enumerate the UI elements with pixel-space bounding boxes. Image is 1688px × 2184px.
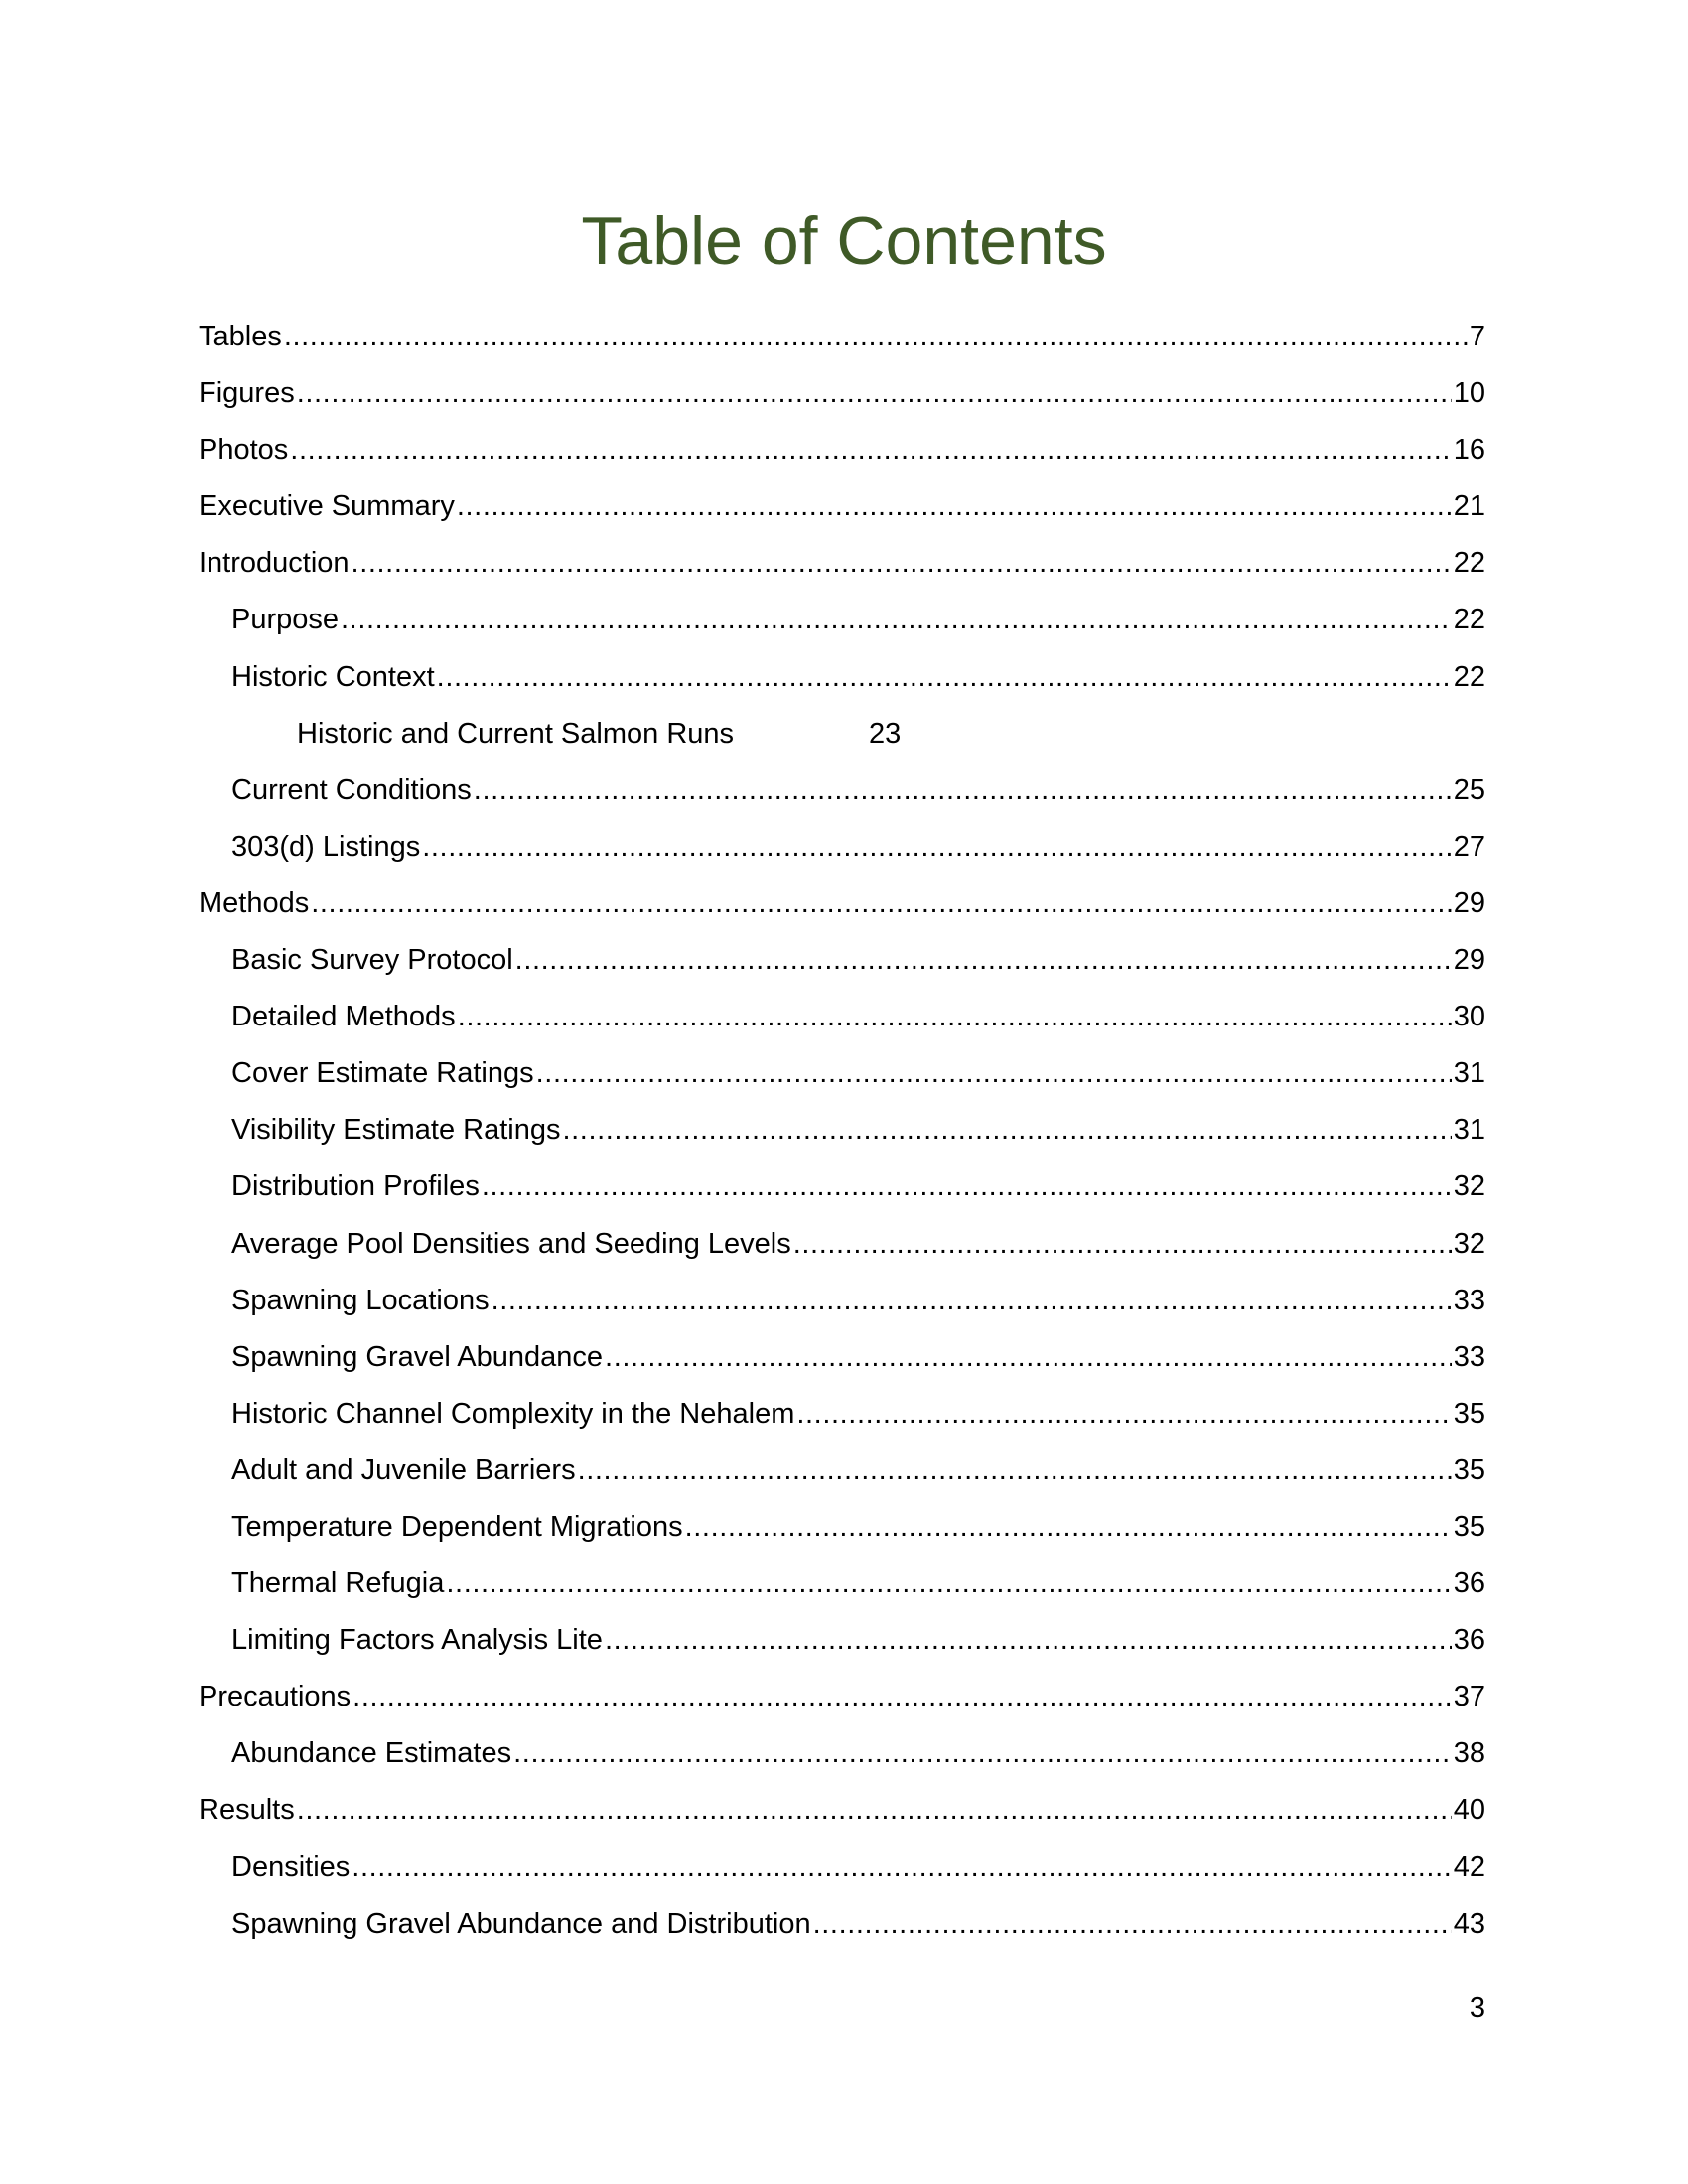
toc-entry[interactable] (199, 1162, 1485, 1219)
toc-entry[interactable] (199, 653, 1485, 710)
toc-entry-label: 303(d) Listings (231, 830, 421, 863)
toc-entry[interactable] (199, 823, 1485, 880)
toc-dot-leader (482, 1162, 1452, 1210)
toc-entry-label: Basic Survey Protocol (231, 944, 513, 977)
toc-entry-page-number: 37 (1453, 1681, 1485, 1713)
toc-entry[interactable] (199, 596, 1485, 652)
toc-entry[interactable] (199, 369, 1485, 426)
toc-entry-page-number: 30 (1453, 1001, 1485, 1033)
toc-entry-label: Methods (199, 887, 310, 919)
toc-entry[interactable] (199, 1390, 1485, 1446)
toc-entry-label: Precautions (199, 1681, 352, 1713)
toc-entry-label: Limiting Factors Analysis Lite (231, 1624, 603, 1657)
toc-entry-label: Spawning Gravel Abundance and Distribution (231, 1907, 811, 1940)
page-title: Table of Contents (581, 204, 1107, 279)
toc-entry-page-number: 32 (1453, 1227, 1485, 1260)
toc-entry-page-number: 29 (1453, 944, 1485, 977)
toc-dot-leader (437, 653, 1452, 701)
toc-dot-leader (311, 880, 1452, 927)
toc-entry-label: Historic Context (231, 660, 435, 693)
toc-entry[interactable] (199, 1446, 1485, 1503)
toc-entry-page-number: 42 (1453, 1850, 1485, 1883)
toc-entry[interactable] (199, 482, 1485, 539)
toc-dot-leader (474, 766, 1452, 814)
toc-dot-leader (297, 369, 1452, 417)
toc-entry-page-number: 33 (1453, 1340, 1485, 1373)
toc-entry-page-number: 22 (1453, 547, 1485, 580)
toc-entry[interactable] (199, 1616, 1485, 1673)
toc-entry-page-number: 10 (1453, 377, 1485, 410)
toc-entry[interactable] (199, 1900, 1485, 1957)
toc-entry-page-number: 31 (1453, 1057, 1485, 1090)
toc-entry-page-number: 36 (1453, 1568, 1485, 1600)
toc-entry[interactable] (199, 1843, 1485, 1900)
toc-entry[interactable] (199, 1333, 1485, 1390)
toc-entry-page-number: 23 (869, 717, 902, 750)
toc-entry[interactable] (199, 313, 1485, 369)
toc-entry-label: Temperature Dependent Migrations (231, 1510, 683, 1543)
table-of-contents (199, 313, 1485, 1957)
toc-dot-leader (457, 482, 1452, 530)
toc-entry[interactable] (199, 1560, 1485, 1616)
toc-entry[interactable] (199, 1729, 1485, 1786)
toc-dot-leader (352, 539, 1452, 587)
toc-entry-label: Historic Channel Complexity in the Nehalem (231, 1397, 795, 1430)
toc-dot-leader (446, 1560, 1451, 1607)
toc-entry[interactable] (199, 1673, 1485, 1729)
toc-entry-page-number: 21 (1453, 490, 1485, 523)
toc-entry[interactable] (199, 1786, 1485, 1843)
toc-entry-label: Photos (199, 434, 289, 467)
toc-entry-page-number: 22 (1453, 660, 1485, 693)
toc-entry-label: Visibility Estimate Ratings (231, 1114, 561, 1147)
toc-dot-leader (796, 1390, 1451, 1437)
toc-entry[interactable] (199, 766, 1485, 823)
toc-entry-label: Thermal Refugia (231, 1568, 445, 1600)
toc-entry[interactable] (199, 539, 1485, 596)
toc-entry-label: Spawning Locations (231, 1284, 490, 1316)
toc-dot-leader (341, 596, 1452, 643)
toc-dot-leader (605, 1616, 1452, 1664)
toc-entry[interactable] (199, 1220, 1485, 1277)
toc-entry-page-number: 22 (1453, 604, 1485, 636)
toc-entry-page-number: 7 (1469, 321, 1485, 352)
toc-dot-leader (605, 1333, 1452, 1381)
toc-entry-label: Results (199, 1794, 295, 1827)
toc-dot-leader (685, 1503, 1452, 1551)
toc-entry-label: Abundance Estimates (231, 1737, 512, 1770)
toc-entry-page-number: 36 (1453, 1624, 1485, 1657)
toc-entry-page-number: 35 (1453, 1397, 1485, 1430)
toc-dot-leader (297, 1786, 1452, 1834)
toc-dot-leader (513, 1729, 1452, 1777)
toc-entry-page-number: 27 (1453, 830, 1485, 863)
toc-entry[interactable] (199, 936, 1485, 993)
toc-entry[interactable] (199, 1049, 1485, 1106)
toc-entry-page-number: 43 (1453, 1907, 1485, 1940)
toc-entry[interactable] (199, 880, 1485, 936)
toc-entry[interactable] (199, 426, 1485, 482)
toc-entry-page-number: 40 (1453, 1794, 1485, 1827)
toc-entry[interactable] (199, 710, 1485, 766)
toc-entry-page-number: 33 (1453, 1284, 1485, 1316)
toc-dot-leader (813, 1900, 1452, 1948)
toc-entry[interactable] (199, 1277, 1485, 1333)
toc-entry-page-number: 29 (1453, 887, 1485, 919)
toc-entry-label: Introduction (199, 547, 350, 580)
toc-entry-label: Distribution Profiles (231, 1170, 480, 1203)
toc-dot-leader (492, 1277, 1452, 1324)
toc-entry-label: Average Pool Densities and Seeding Levels (231, 1227, 791, 1260)
toc-entry-label: Spawning Gravel Abundance (231, 1340, 604, 1373)
toc-entry-label: Tables (199, 321, 282, 352)
toc-entry-page-number: 32 (1453, 1170, 1485, 1203)
toc-dot-leader (562, 1106, 1451, 1154)
toc-dot-leader (458, 993, 1452, 1040)
toc-entry-label: Densities (231, 1850, 351, 1883)
toc-dot-leader (578, 1446, 1452, 1494)
toc-entry[interactable] (199, 1106, 1485, 1162)
toc-entry-label: Purpose (231, 604, 340, 636)
toc-entry[interactable] (199, 993, 1485, 1049)
toc-dot-leader (284, 313, 1468, 360)
toc-entry-label: Adult and Juvenile Barriers (231, 1453, 576, 1486)
toc-entry-page-number: 25 (1453, 773, 1485, 806)
toc-dot-leader (352, 1673, 1452, 1720)
page-number: 3 (1469, 1992, 1485, 2024)
toc-dot-leader (352, 1843, 1451, 1891)
toc-entry-label: Historic and Current Salmon Runs (297, 717, 735, 750)
toc-dot-leader (290, 426, 1451, 474)
toc-dot-leader (793, 1220, 1452, 1268)
toc-dot-leader (515, 936, 1452, 984)
toc-entry-page-number: 31 (1453, 1114, 1485, 1147)
toc-entry-page-number: 35 (1453, 1453, 1485, 1486)
toc-entry-page-number: 35 (1453, 1510, 1485, 1543)
toc-entry-page-number: 16 (1453, 434, 1485, 467)
toc-entry-label: Figures (199, 377, 295, 410)
toc-entry-label: Cover Estimate Ratings (231, 1057, 534, 1090)
toc-entry-page-number: 38 (1453, 1737, 1485, 1770)
toc-entry-label: Executive Summary (199, 490, 455, 523)
toc-entry[interactable] (199, 1503, 1485, 1560)
toc-dot-leader (422, 823, 1452, 871)
toc-entry-label: Current Conditions (231, 773, 472, 806)
toc-dot-leader (536, 1049, 1452, 1097)
toc-entry-label: Detailed Methods (231, 1001, 456, 1033)
